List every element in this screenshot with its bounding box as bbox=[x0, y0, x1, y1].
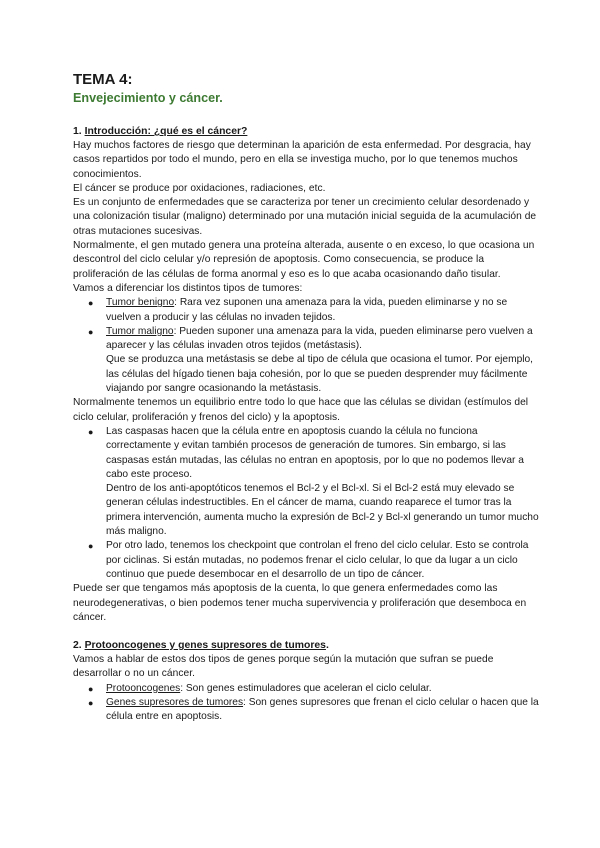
list-item-genes-supresores bbox=[88, 696, 540, 725]
apoptosis-list bbox=[73, 425, 540, 582]
section-2-title: Protooncogenes y genes supresores de tumores bbox=[84, 640, 326, 652]
tumor-types-list bbox=[73, 296, 540, 396]
section-1-paragraph-5: Vamos a diferenciar los distintos tipos de tumores: bbox=[73, 282, 303, 294]
text-checkpoint: Por otro lado, tenemos los checkpoint que controlan el freno del ciclo celular. Esto se controla por ciclinas. Si están mutadas, no podemos frenar el ciclo celular, lo que da lugar a un ciclo continuo que puede desembocar en el desarrollo de un tipo de cáncer. bbox=[106, 540, 529, 580]
section-1-paragraph-7: Puede ser que tengamos más apoptosis de la cuenta, lo que genera enfermedades como las neurodegenerativas, o bien podemos tener mucha supervivencia y proliferación que desemboca en cáncer. bbox=[73, 583, 527, 623]
bullet-icon: ● bbox=[88, 298, 94, 309]
list-item-checkpoint bbox=[88, 539, 540, 582]
page-title: TEMA 4: bbox=[73, 71, 133, 88]
section-1-number: 1. bbox=[73, 126, 82, 137]
bullet-icon: ● bbox=[88, 683, 94, 694]
page-subtitle: Envejecimiento y cáncer. bbox=[73, 91, 223, 105]
section-2-heading bbox=[73, 639, 540, 653]
bullet-icon: ● bbox=[88, 697, 94, 708]
bullet-icon: ● bbox=[88, 541, 94, 552]
section-spacer bbox=[73, 625, 540, 639]
list-item-caspasas bbox=[88, 425, 540, 539]
section-1-heading bbox=[73, 125, 540, 139]
list-item-tumor-benigno bbox=[88, 296, 540, 325]
section-1-title: Introducción: ¿qué es el cáncer? bbox=[84, 126, 248, 137]
list-item-protooncogenes bbox=[88, 682, 540, 696]
term-tumor-benigno: Tumor benigno bbox=[106, 297, 175, 309]
text-tumor-benigno: : Rara vez suponen una amenaza para la vida, pueden eliminarse y no se vuelven a producir y las células no invaden tejidos. bbox=[106, 297, 508, 323]
section-1-paragraph-1: Hay muchos factores de riesgo que determinan la aparición de esta enfermedad. Por desgracia, hay casos repartidos por todo el mundo, pero en ella se investiga mucho, por lo que tenemos muchos conocimientos. bbox=[73, 140, 531, 180]
bullet-icon: ● bbox=[88, 326, 94, 337]
term-tumor-maligno: Tumor maligno bbox=[106, 325, 174, 337]
gene-types-list bbox=[73, 682, 540, 725]
bullet-icon: ● bbox=[88, 426, 94, 437]
text-protooncogenes: : Son genes estimuladores que aceleran el ciclo celular. bbox=[180, 682, 432, 694]
term-protooncogenes: Protooncogenes bbox=[106, 682, 181, 694]
section-1-paragraph-2: El cáncer se produce por oxidaciones, radiaciones, etc. bbox=[73, 182, 326, 194]
text-caspasas: Las caspasas hacen que la célula entre en apoptosis cuando la célula no funciona correctamente y evitan también procesos de generación de tumores. Sin embargo, si las caspasas están mutadas, las células no entran en apoptosis, por lo que no podemos llevar a cabo este proceso. bbox=[106, 425, 524, 480]
section-2-title-end: . bbox=[325, 640, 329, 652]
text-bcl: Dentro de los anti-apoptóticos tenemos el Bcl-2 y el Bcl-xl. Si el Bcl-2 está muy elevado se generan células indestructibles. En el cáncer de mama, cuando reaparece el tumor tras la primera intervención, aumenta mucho la expresión de Bcl-2 y Bcl-xl generando un tumor mucho más maligno. bbox=[106, 483, 539, 538]
section-1-paragraph-3: Es un conjunto de enfermedades que se caracteriza por tener un crecimiento celular desordenado y una colonización tisular (maligno) determinado por una mutación inicial seguida de la acumulación de otras mutaciones sucesivas. bbox=[73, 197, 537, 237]
section-1-paragraph-4: Normalmente, el gen mutado genera una proteína alterada, ausente o en exceso, lo que ocasiona un descontrol del ciclo celular y/o represión de apoptosis. Como consecuencia, se produce la proliferación de las células de forma anormal y eso es lo que acaba ocasionando daño tisular. bbox=[73, 240, 535, 280]
section-1-paragraph-6: Normalmente tenemos un equilibrio entre todo lo que hace que las células se dividan (estímulos del ciclo celular, proliferación y frenos del ciclo) y la apoptosis. bbox=[73, 397, 529, 423]
term-genes-supresores: Genes supresores de tumores bbox=[106, 696, 244, 708]
text-tumor-maligno: : Pueden suponer una amenaza para la vida, pueden eliminarse pero vuelven a aparecer y las células invaden otros tejidos (metástasis). bbox=[106, 325, 533, 352]
text-genes-supresores: : Son genes supresores que frenan el ciclo celular o hacen que la célula entre en apoptosis. bbox=[106, 696, 539, 723]
list-item-tumor-maligno bbox=[88, 325, 540, 396]
section-2-number: 2. bbox=[73, 640, 82, 652]
section-2-paragraph-1: Vamos a hablar de estos dos tipos de genes porque según la mutación que sufran se puede desarrollar o no un cáncer. bbox=[73, 654, 494, 680]
text-metastasis: Que se produzca una metástasis se debe al tipo de célula que ocasiona el tumor. Por ejemplo, las células del hígado tienen baja cohesión, por lo que se pueden desprender muy fácilmente viajando por sangre ocasionando la metástasis. bbox=[106, 354, 533, 395]
